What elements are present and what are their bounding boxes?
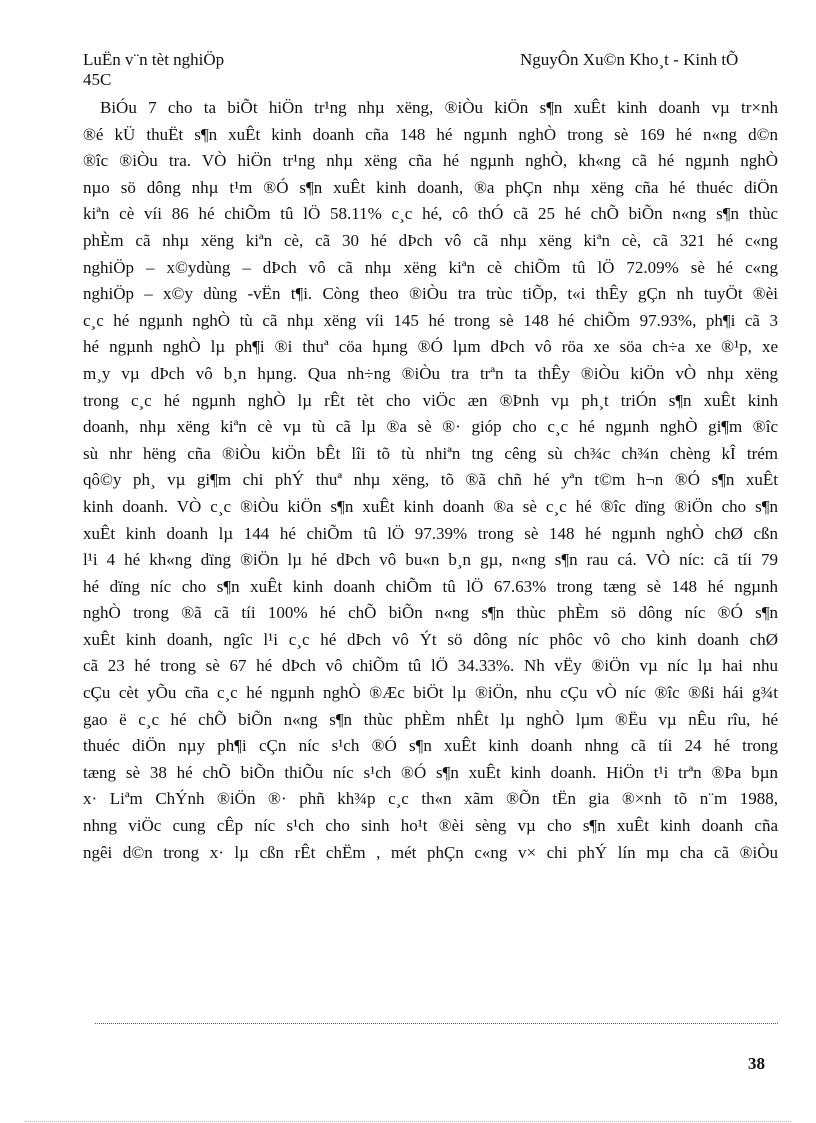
page-bottom-edge	[25, 1121, 791, 1122]
body-line: nµo sö dông nhµ t¹m ®Ó s¶n xuÊt kinh doanh, ®a phÇn nhµ xëng cña hé thuéc diÖn	[83, 177, 778, 197]
body-line: hé dïng níc cho s¶n xuÊt kinh doanh chiÕm tû lÖ 67.63% trong tæng sè 148 hé ngµnh	[83, 576, 778, 596]
body-line: sù nhr hëng cña ®iÒu kiÖn bÊt lîi tõ tù nhiªn tng cêng sù ch¾c ch¾n chèng kÎ trém	[83, 443, 778, 463]
body-line: xuÊt kinh doanh, ngîc l¹i c¸c hé dÞch vô Ýt sö dông níc phôc vô cho kinh doanh chØ	[83, 629, 778, 649]
body-line: nhng viÖc cung cÊp níc s¹ch cho sinh ho¹t ®èi sèng vµ cho s¶n xuÊt kinh doanh cña	[83, 816, 778, 836]
footer-divider	[95, 1023, 778, 1024]
body-line: cÇu cèt yÕu cña c¸c hé ngµnh nghÒ ®Æc biÖt lµ ®iÖn, nhu cÇu vÒ níc ®îc ®ßi hái g¾t	[83, 683, 778, 703]
body-line: cã 23 hé trong sè 67 hé dÞch vô chiÕm tû lÖ 34.33%. Nh vËy ®iÖn vµ níc lµ hai nhu	[83, 656, 778, 676]
class-code: 45C	[83, 70, 112, 89]
body-line: hé ngµnh nghÒ lµ ph¶i ®i thuª cöa hµng ®Ó lµm dÞch vô röa xe söa ch÷a xe ®¹p, xe	[83, 337, 778, 357]
body-line: m¸y vµ dÞch vô b¸n hµng. Qua nh÷ng ®iÒu tra trªn ta thÊy ®iÒu kiÖn vÒ nhµ xëng	[83, 363, 778, 383]
body-line: thuéc diÖn nµy ph¶i cÇn níc s¹ch ®Ó s¶n xuÊt kinh doanh nhng cã tíi 24 hé trong	[83, 736, 778, 756]
body-line: x· Liªm ChÝnh ®iÖn ®· phñ kh¾p c¸c th«n xãm ®Õn tËn gia ®×nh tõ n¨m 1988,	[83, 789, 778, 809]
body-line: doanh, nhµ xëng kiªn cè vµ tù cã lµ ®a sè ®· gióp cho c¸c hé ngµnh nghÒ gi¶m ®îc	[83, 417, 778, 437]
running-header-left	[83, 50, 224, 90]
body-line: ®é kÜ thuËt s¶n xuÊt kinh doanh cña 148 hé ngµnh nghÒ trong sè 169 hé n«ng d©n	[83, 124, 778, 144]
body-line: trong c¸c hé ngµnh nghÒ lµ rÊt tèt cho viÖc æn ®Þnh vµ ph¸t triÓn s¶n xuÊt kinh	[83, 390, 778, 410]
running-header-author: NguyÔn Xu©n Kho¸t - Kinh tÕ	[520, 50, 739, 69]
body-line: xuÊt kinh doanh lµ 144 hé chiÕm tû lÖ 97.39% trong sè 148 hé ngµnh nghÒ chØ cßn	[83, 523, 778, 543]
body-line: qô©y ph¸ vµ gi¶m chi phÝ thuª nhµ xëng, tõ ®ã chñ hé yªn t©m h¬n ®Ó s¶n xuÊt	[83, 470, 778, 490]
body-line: tæng sè 38 hé chÕ biÕn thiÕu níc s¹ch ®Ó s¶n xuÊt kinh doanh. HiÖn t¹i trªn ®Þa bµn	[83, 762, 778, 782]
body-line: nghÒ trong ®ã cã tíi 100% hé chÕ biÕn n«ng s¶n thùc phÈm sö dông níc ®Ó s¶n	[83, 603, 778, 623]
body-line: BiÓu 7 cho ta biÕt hiÖn tr¹ng nhµ xëng, ®iÒu kiÖn s¶n xuÊt kinh doanh vµ tr×nh	[100, 98, 778, 117]
body-line: kiªn cè víi 86 hé chiÕm tû lÖ 58.11% c¸c hé, cô thÓ cã 25 hé chÕ biÕn n«ng s¶n thùc	[83, 204, 778, 224]
body-line: gao ë c¸c hé chÕ biÕn n«ng s¶n thùc phÈm nhÊt lµ nghÒ lµm ®Ëu vµ nÊu rîu, hé	[83, 709, 778, 729]
body-line: nghiÖp – x©ydùng – dÞch vô cã nhµ xëng kiªn cè chiÕm tû lÖ 72.09% sè hé c«ng	[83, 257, 778, 277]
body-line: c¸c hé ngµnh nghÒ tù cã nhµ xëng víi 145 hé trong sè 148 hé chiÕm 97.93%, ph¶i cã 3	[83, 310, 778, 330]
body-line: ngêi d©n trong x· lµ cßn rÊt chËm , mét phÇn c«ng v× chi phÝ lín mµ cha cã ®iÒu	[83, 842, 778, 862]
body-line: l¹i 4 hé kh«ng dïng ®iÖn lµ hé dÞch vô bu«n b¸n gµ, n«ng s¶n rau cá. VÒ níc: cã tíi 79	[83, 550, 778, 570]
body-line: phÈm cã nhµ xëng kiªn cè, cã 30 hé dÞch vô cã nhµ xëng kiªn cè, cã 321 hé c«ng	[83, 230, 778, 250]
body-paragraph	[83, 95, 778, 866]
body-line: kinh doanh. VÒ c¸c ®iÒu kiÖn s¶n xuÊt kinh doanh ®a sè c¸c hé ®îc dïng ®iÖn cho s¶n	[83, 496, 778, 516]
thesis-label: LuËn v¨n tèt nghiÖp	[83, 50, 225, 69]
body-line: nghiÖp – x©y dùng -vËn t¶i. Còng theo ®iÒu tra trùc tiÕp, t«i thÊy gÇn nh tuyÖt ®èi	[83, 284, 778, 304]
page-number: 38	[748, 1054, 765, 1073]
body-line: ®îc ®iÒu tra. VÒ hiÖn tr¹ng nhµ xëng cña hé ngµnh nghÒ, kh«ng cã hé ngµnh nghÒ	[83, 151, 778, 171]
